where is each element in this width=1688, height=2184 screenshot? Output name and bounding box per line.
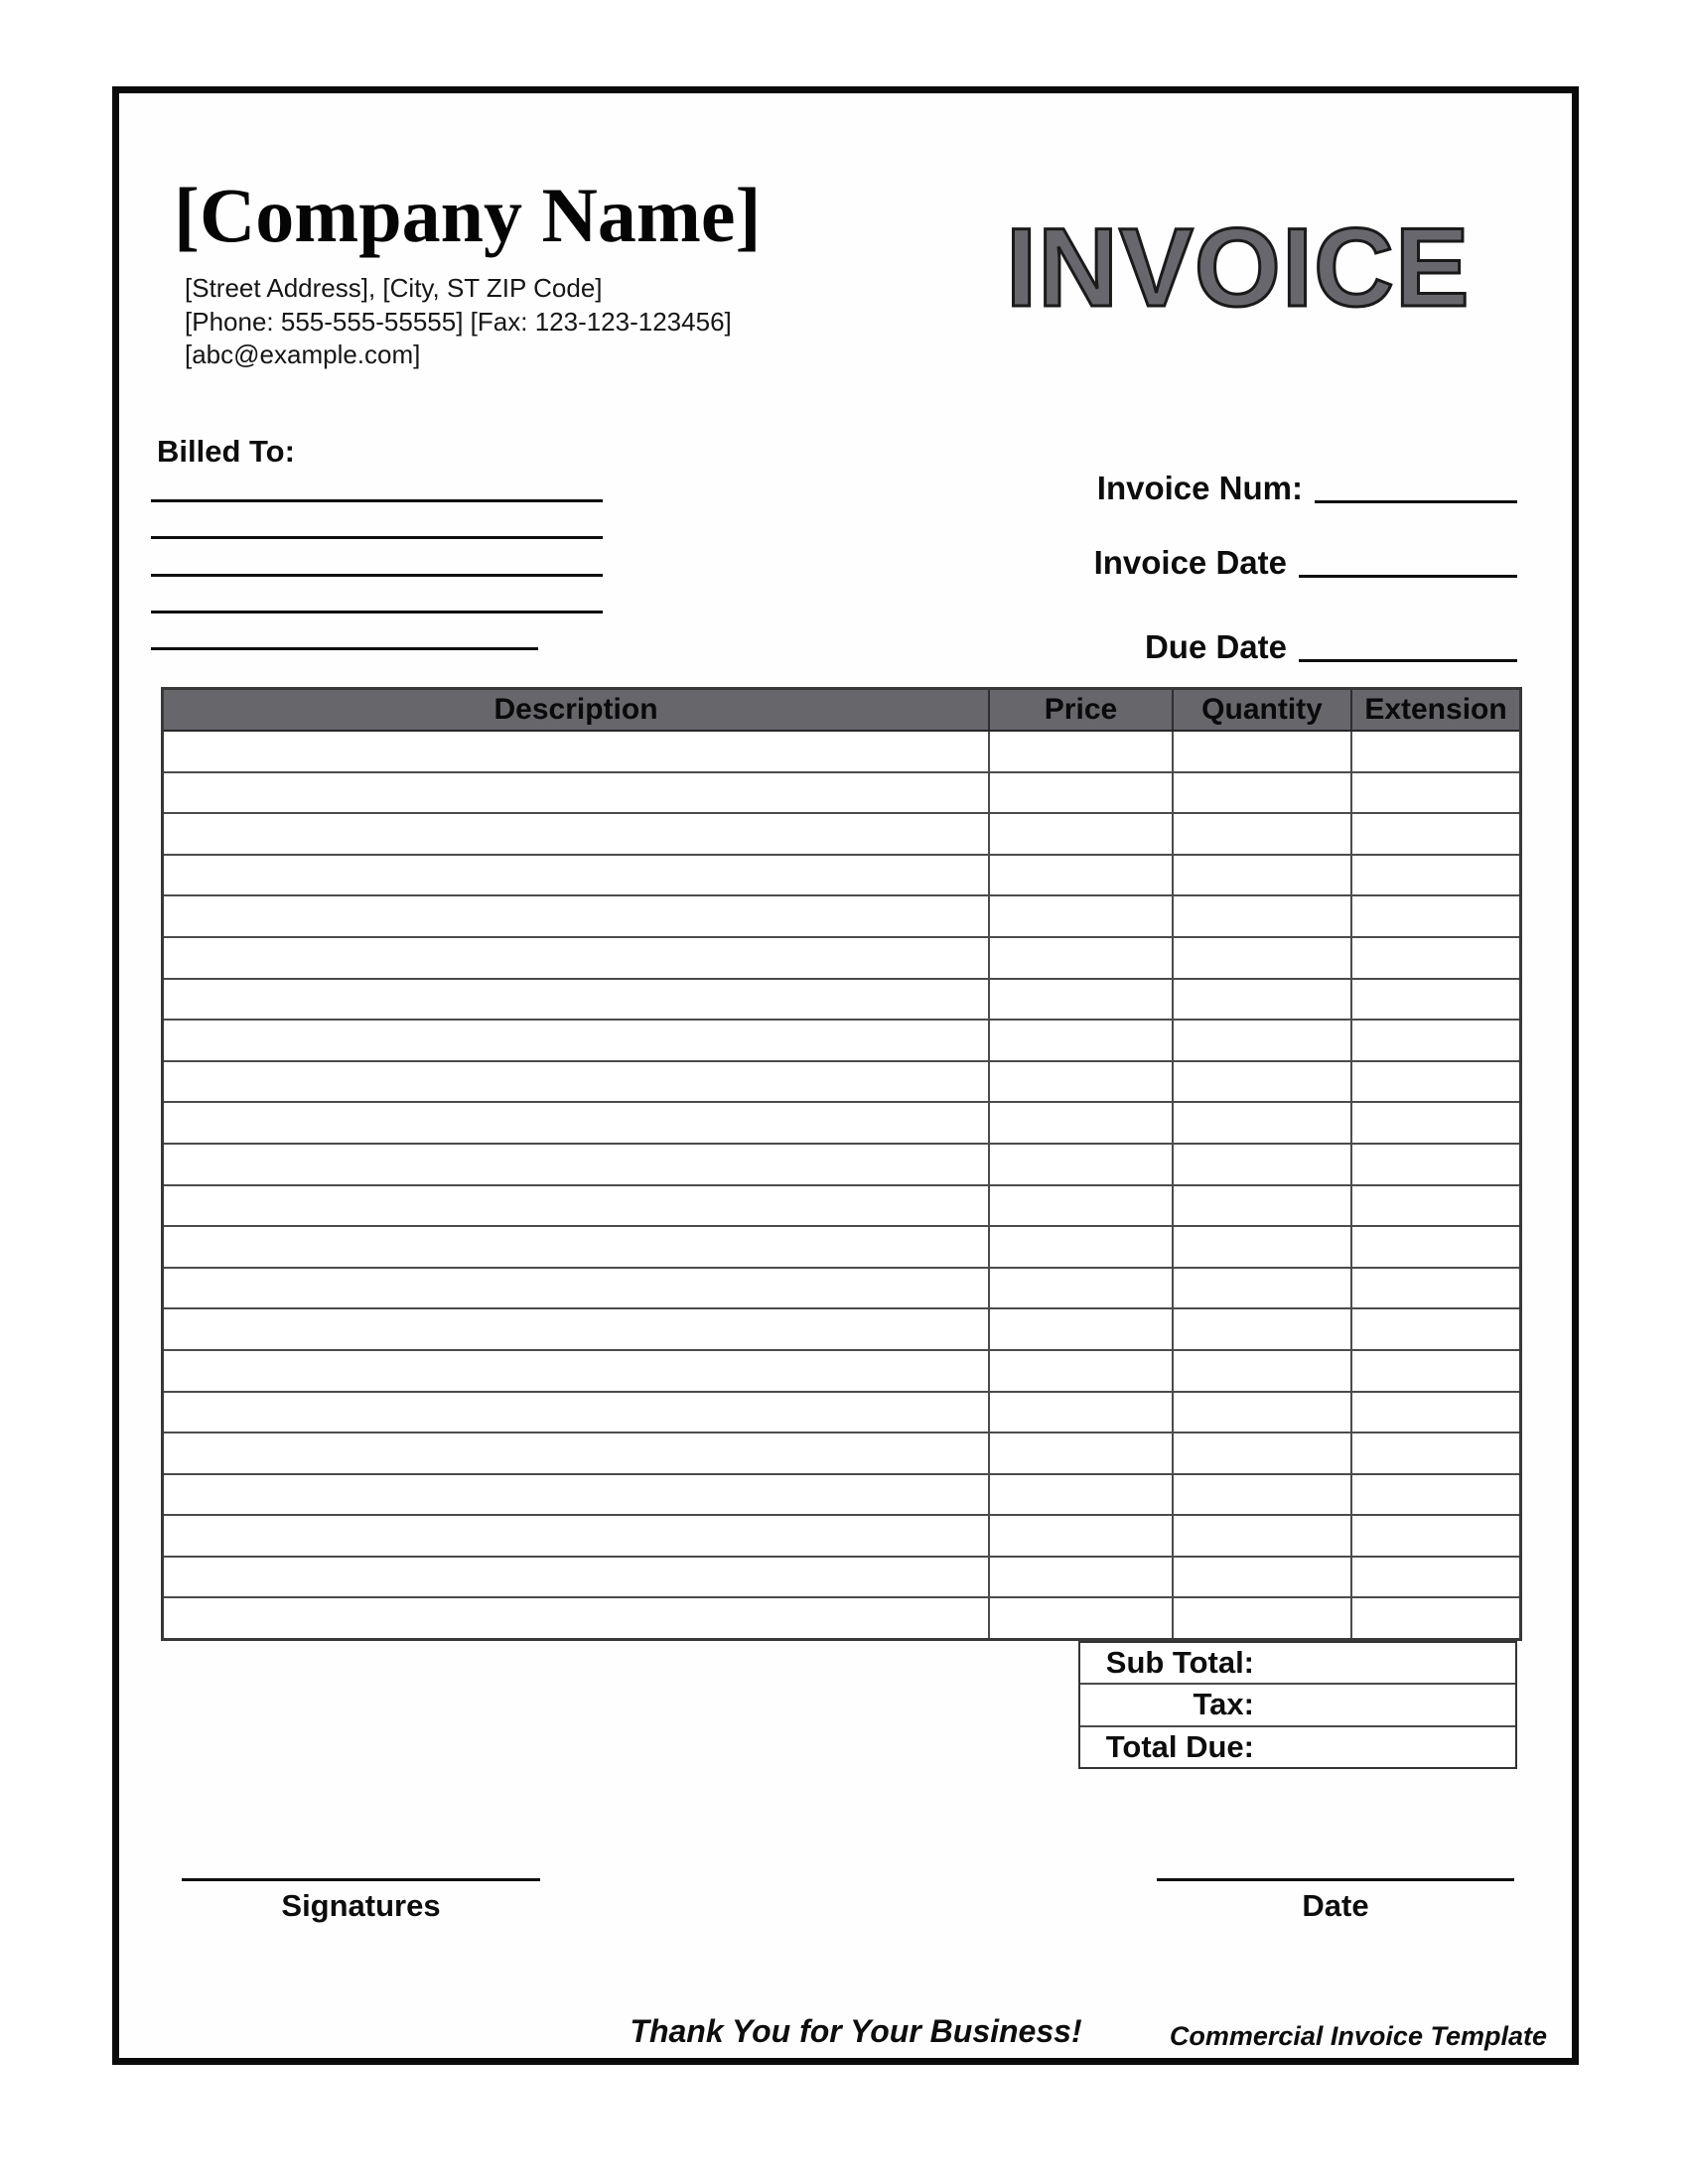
cell-quantity[interactable] bbox=[1172, 1186, 1350, 1226]
cell-quantity[interactable] bbox=[1172, 856, 1350, 895]
total-due-row bbox=[1080, 1727, 1515, 1767]
table-row bbox=[164, 1475, 1519, 1517]
table-row bbox=[164, 773, 1519, 815]
cell-description[interactable] bbox=[164, 1351, 988, 1391]
cell-extension[interactable] bbox=[1350, 732, 1519, 771]
cell-description[interactable] bbox=[164, 980, 988, 1020]
cell-quantity[interactable] bbox=[1172, 814, 1350, 854]
cell-quantity[interactable] bbox=[1172, 1558, 1350, 1597]
cell-description[interactable] bbox=[164, 1062, 988, 1102]
cell-quantity[interactable] bbox=[1172, 1269, 1350, 1308]
table-row bbox=[164, 1433, 1519, 1475]
cell-quantity[interactable] bbox=[1172, 1103, 1350, 1143]
cell-quantity[interactable] bbox=[1172, 1351, 1350, 1391]
table-header-row bbox=[164, 690, 1519, 732]
cell-extension[interactable] bbox=[1350, 1558, 1519, 1597]
subtotal-value[interactable] bbox=[1264, 1643, 1515, 1683]
subtotal-label: Sub Total: bbox=[1105, 1645, 1254, 1681]
cell-price[interactable] bbox=[988, 1309, 1172, 1349]
cell-extension[interactable] bbox=[1350, 1309, 1519, 1349]
invoice-title: INVOICE bbox=[1006, 205, 1471, 330]
column-header-extension: Extension bbox=[1350, 690, 1519, 730]
cell-price[interactable] bbox=[988, 1516, 1172, 1556]
table-row bbox=[164, 1516, 1519, 1558]
cell-extension[interactable] bbox=[1350, 1145, 1519, 1184]
cell-quantity[interactable] bbox=[1172, 1021, 1350, 1060]
billed-to-line-4[interactable] bbox=[151, 611, 603, 614]
cell-price[interactable] bbox=[988, 1269, 1172, 1308]
cell-quantity[interactable] bbox=[1172, 896, 1350, 936]
cell-price[interactable] bbox=[988, 1227, 1172, 1267]
cell-extension[interactable] bbox=[1350, 980, 1519, 1020]
cell-description[interactable] bbox=[164, 856, 988, 895]
cell-extension[interactable] bbox=[1350, 1475, 1519, 1515]
cell-description[interactable] bbox=[164, 732, 988, 771]
column-header-quantity: Quantity bbox=[1172, 690, 1350, 730]
table-row bbox=[164, 814, 1519, 856]
total-due-label: Total Due: bbox=[1105, 1728, 1254, 1764]
cell-quantity[interactable] bbox=[1172, 938, 1350, 978]
line-items-table bbox=[161, 687, 1522, 1641]
cell-description[interactable] bbox=[164, 1186, 988, 1226]
cell-price[interactable] bbox=[988, 1351, 1172, 1391]
invoice-date-line[interactable] bbox=[1299, 575, 1517, 578]
cell-quantity[interactable] bbox=[1172, 1393, 1350, 1433]
cell-quantity[interactable] bbox=[1172, 1598, 1350, 1638]
cell-extension[interactable] bbox=[1350, 1269, 1519, 1308]
cell-description[interactable] bbox=[164, 1021, 988, 1060]
cell-price[interactable] bbox=[988, 1598, 1172, 1638]
footer-thank-you: Thank You for Your Business! bbox=[630, 2013, 1082, 2049]
table-row bbox=[164, 938, 1519, 980]
subtotal-row bbox=[1080, 1643, 1515, 1685]
table-row bbox=[164, 1598, 1519, 1638]
invoice-num-line[interactable] bbox=[1315, 500, 1517, 503]
cell-quantity[interactable] bbox=[1172, 1145, 1350, 1184]
table-row bbox=[164, 1103, 1519, 1145]
column-header-description: Description bbox=[493, 693, 658, 726]
date-label: Date bbox=[1302, 1888, 1369, 1923]
cell-price[interactable] bbox=[988, 1062, 1172, 1102]
table-row bbox=[164, 980, 1519, 1022]
company-name: [Company Name] bbox=[174, 172, 762, 258]
cell-price[interactable] bbox=[988, 896, 1172, 936]
cell-quantity[interactable] bbox=[1172, 1309, 1350, 1349]
due-date-label: Due Date bbox=[1144, 628, 1287, 665]
cell-extension[interactable] bbox=[1350, 1516, 1519, 1556]
page-frame bbox=[112, 86, 1579, 2065]
cell-extension[interactable] bbox=[1350, 896, 1519, 936]
cell-description[interactable] bbox=[164, 1433, 988, 1473]
cell-extension[interactable] bbox=[1350, 938, 1519, 978]
totals-box bbox=[1078, 1641, 1517, 1769]
cell-description[interactable] bbox=[164, 1393, 988, 1433]
cell-price[interactable] bbox=[988, 1558, 1172, 1597]
cell-description[interactable] bbox=[164, 1145, 988, 1184]
table-row bbox=[164, 856, 1519, 897]
cell-description[interactable] bbox=[164, 896, 988, 936]
cell-quantity[interactable] bbox=[1172, 1227, 1350, 1267]
cell-extension[interactable] bbox=[1350, 1351, 1519, 1391]
company-address-line: [Street Address], [City, ST ZIP Code] bbox=[185, 273, 603, 303]
cell-description[interactable] bbox=[164, 773, 988, 813]
cell-extension[interactable] bbox=[1350, 814, 1519, 854]
cell-quantity[interactable] bbox=[1172, 732, 1350, 771]
tax-value[interactable] bbox=[1264, 1685, 1515, 1724]
table-row bbox=[164, 1309, 1519, 1351]
cell-quantity[interactable] bbox=[1172, 980, 1350, 1020]
signature-label: Signatures bbox=[281, 1888, 441, 1923]
cell-price[interactable] bbox=[988, 938, 1172, 978]
company-email-line: [abc@example.com] bbox=[185, 340, 421, 369]
billed-to-label: Billed To: bbox=[157, 434, 295, 469]
table-row bbox=[164, 732, 1519, 773]
invoice-date-label: Invoice Date bbox=[1093, 544, 1287, 581]
cell-price[interactable] bbox=[988, 773, 1172, 813]
cell-description[interactable] bbox=[164, 1269, 988, 1308]
cell-extension[interactable] bbox=[1350, 1186, 1519, 1226]
cell-quantity[interactable] bbox=[1172, 773, 1350, 813]
cell-price[interactable] bbox=[988, 1475, 1172, 1515]
cell-price[interactable] bbox=[988, 732, 1172, 771]
cell-price[interactable] bbox=[988, 1103, 1172, 1143]
cell-price[interactable] bbox=[988, 980, 1172, 1020]
table-row bbox=[164, 1021, 1519, 1062]
cell-description[interactable] bbox=[164, 1558, 988, 1597]
cell-price[interactable] bbox=[988, 1186, 1172, 1226]
date-line[interactable] bbox=[1157, 1878, 1514, 1881]
cell-quantity[interactable] bbox=[1172, 1475, 1350, 1515]
cell-price[interactable] bbox=[988, 814, 1172, 854]
cell-price[interactable] bbox=[988, 1145, 1172, 1184]
cell-extension[interactable] bbox=[1350, 773, 1519, 813]
cell-extension[interactable] bbox=[1350, 1433, 1519, 1473]
invoice-date-row bbox=[1094, 540, 1517, 582]
footer-template-name: Commercial Invoice Template bbox=[1169, 2021, 1547, 2051]
table-row bbox=[164, 1558, 1519, 1599]
billed-to-line-5[interactable] bbox=[151, 647, 538, 650]
cell-description[interactable] bbox=[164, 1516, 988, 1556]
cell-price[interactable] bbox=[988, 1393, 1172, 1433]
billed-to-line-1[interactable] bbox=[151, 499, 603, 502]
cell-description[interactable] bbox=[164, 1598, 988, 1638]
company-address-block bbox=[185, 272, 732, 372]
tax-label: Tax: bbox=[1193, 1687, 1254, 1722]
cell-price[interactable] bbox=[988, 856, 1172, 895]
cell-description[interactable] bbox=[164, 1309, 988, 1349]
table-row bbox=[164, 1269, 1519, 1310]
cell-quantity[interactable] bbox=[1172, 1516, 1350, 1556]
table-row bbox=[164, 1145, 1519, 1186]
column-header-price: Price bbox=[988, 690, 1172, 730]
cell-description[interactable] bbox=[164, 1475, 988, 1515]
table-row bbox=[164, 1351, 1519, 1393]
signature-line[interactable] bbox=[182, 1878, 540, 1881]
invoice-num-row bbox=[1097, 466, 1517, 507]
cell-description[interactable] bbox=[164, 1227, 988, 1267]
table-row bbox=[164, 1062, 1519, 1104]
cell-extension[interactable] bbox=[1350, 1103, 1519, 1143]
table-row bbox=[164, 1393, 1519, 1434]
cell-quantity[interactable] bbox=[1172, 1062, 1350, 1102]
table-row bbox=[164, 1227, 1519, 1269]
billed-to-line-3[interactable] bbox=[151, 574, 603, 577]
invoice-table-body bbox=[164, 732, 1519, 1638]
cell-extension[interactable] bbox=[1350, 1021, 1519, 1060]
table-row bbox=[164, 1186, 1519, 1228]
cell-extension[interactable] bbox=[1350, 1598, 1519, 1638]
cell-extension[interactable] bbox=[1350, 856, 1519, 895]
due-date-row bbox=[1145, 624, 1517, 666]
cell-description[interactable] bbox=[164, 814, 988, 854]
cell-extension[interactable] bbox=[1350, 1227, 1519, 1267]
company-phone-fax-line: [Phone: 555-555-55555] [Fax: 123-123-123456] bbox=[185, 306, 732, 337]
table-row bbox=[164, 896, 1519, 938]
cell-extension[interactable] bbox=[1350, 1393, 1519, 1433]
cell-price[interactable] bbox=[988, 1433, 1172, 1473]
tax-row bbox=[1080, 1685, 1515, 1726]
billed-to-line-2[interactable] bbox=[151, 536, 603, 539]
cell-price[interactable] bbox=[988, 1021, 1172, 1060]
cell-description[interactable] bbox=[164, 938, 988, 978]
cell-description[interactable] bbox=[164, 1103, 988, 1143]
cell-extension[interactable] bbox=[1350, 1062, 1519, 1102]
invoice-num-label: Invoice Num: bbox=[1096, 470, 1303, 506]
due-date-line[interactable] bbox=[1299, 659, 1517, 662]
cell-quantity[interactable] bbox=[1172, 1433, 1350, 1473]
total-due-value[interactable] bbox=[1264, 1727, 1515, 1767]
